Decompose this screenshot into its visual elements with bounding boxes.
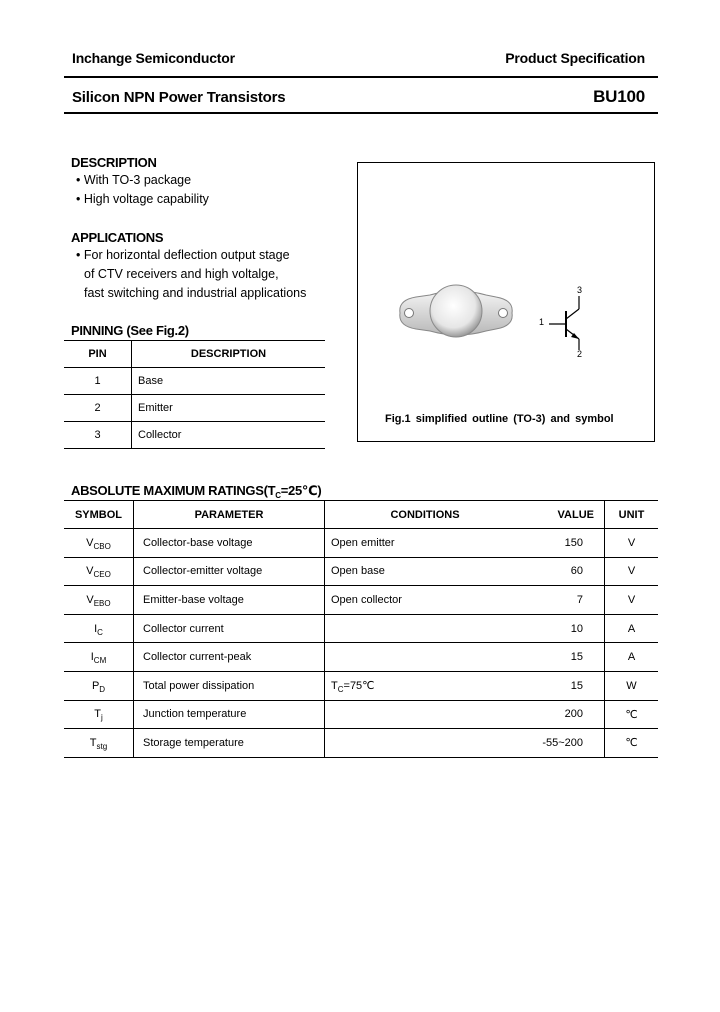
ratings-title-main: ABSOLUTE MAXIMUM RATINGS(T bbox=[71, 483, 276, 498]
rating-unit: ℃ bbox=[605, 700, 659, 729]
rating-condition bbox=[325, 643, 526, 672]
parameter-header: PARAMETER bbox=[134, 501, 325, 529]
rating-condition bbox=[325, 586, 526, 615]
table-row bbox=[64, 395, 325, 422]
ratings-header-row bbox=[64, 501, 658, 529]
table-row bbox=[64, 557, 658, 586]
symbol-pin-emitter-label: 2 bbox=[577, 349, 583, 359]
pin-description: Base bbox=[138, 375, 164, 387]
figure-box bbox=[357, 162, 655, 442]
npn-transistor-symbol-icon bbox=[358, 163, 654, 441]
unit-header: UNIT bbox=[605, 501, 659, 529]
table-row bbox=[64, 529, 658, 558]
rating-condition bbox=[325, 614, 526, 643]
company-name: Inchange Semiconductor bbox=[72, 50, 235, 66]
rating-parameter: Collector-emitter voltage bbox=[134, 557, 325, 586]
rating-parameter: Storage temperature bbox=[134, 729, 325, 758]
rating-symbol-main: T bbox=[94, 708, 101, 721]
rating-symbol-sub: EBO bbox=[93, 598, 111, 608]
figure-caption: Fig.1 simplified outline (TO-3) and symbol bbox=[385, 413, 614, 425]
table-row bbox=[64, 422, 325, 449]
rating-value: 200 bbox=[564, 708, 583, 721]
applications-line: of CTV receivers and high voltalge, bbox=[84, 267, 279, 281]
description-item-text: High voltage capability bbox=[83, 192, 209, 206]
rating-value: 10 bbox=[570, 622, 583, 635]
rating-value: -55~200 bbox=[542, 736, 583, 749]
rating-parameter: Total power dissipation bbox=[134, 671, 325, 700]
symbol-header: SYMBOL bbox=[74, 508, 123, 521]
rating-unit: ℃ bbox=[605, 729, 659, 758]
rating-unit: A bbox=[605, 614, 659, 643]
rating-value: 15 bbox=[570, 679, 583, 692]
rating-symbol-main: T bbox=[89, 736, 97, 749]
pin-number: 2 bbox=[64, 395, 132, 422]
rating-parameter: Emitter-base voltage bbox=[134, 586, 325, 615]
applications-line-text: For horizontal deflection output stage bbox=[83, 248, 290, 262]
description-title: DESCRIPTION bbox=[71, 155, 157, 170]
rating-condition bbox=[325, 729, 526, 758]
rating-symbol bbox=[64, 671, 134, 700]
table-row bbox=[64, 700, 658, 729]
rating-symbol-main: P bbox=[91, 679, 100, 692]
rating-symbol-main: V bbox=[86, 536, 94, 549]
pin-header: PIN bbox=[64, 341, 132, 368]
rating-unit: W bbox=[605, 671, 659, 700]
rating-symbol-sub: C bbox=[97, 627, 103, 637]
rating-condition-main: T bbox=[331, 680, 338, 693]
description-item-text: With TO-3 package bbox=[83, 173, 192, 187]
ratings-title-sub: C bbox=[275, 491, 281, 500]
rating-value: 150 bbox=[564, 536, 583, 549]
pin-description: Collector bbox=[138, 429, 182, 441]
rating-unit: A bbox=[605, 643, 659, 672]
rating-symbol-sub: j bbox=[100, 713, 103, 723]
rating-symbol bbox=[64, 729, 134, 758]
rating-value: 60 bbox=[570, 565, 583, 578]
part-number: BU100 bbox=[593, 87, 645, 106]
rating-symbol-sub: CBO bbox=[93, 541, 111, 551]
pin-description-header: DESCRIPTION bbox=[190, 348, 267, 360]
symbol-pin-collector-label: 3 bbox=[577, 285, 583, 295]
rating-condition-main: Open base bbox=[331, 565, 385, 578]
rating-symbol bbox=[64, 557, 134, 586]
rating-symbol-main: I bbox=[90, 651, 94, 664]
rating-symbol bbox=[64, 529, 134, 558]
table-row bbox=[64, 671, 658, 700]
rating-condition-main: Open emitter bbox=[331, 536, 395, 549]
rating-symbol-main: V bbox=[86, 593, 94, 606]
conditions-header: CONDITIONS bbox=[325, 501, 526, 529]
rating-condition bbox=[325, 700, 526, 729]
rating-symbol-sub: CM bbox=[93, 656, 107, 666]
applications-title: APPLICATIONS bbox=[71, 230, 164, 245]
pin-number: 1 bbox=[64, 368, 132, 395]
header-rule-top bbox=[64, 76, 658, 78]
table-row bbox=[64, 643, 658, 672]
table-row bbox=[64, 368, 325, 395]
rating-condition bbox=[325, 557, 526, 586]
applications-line: fast switching and industrial applications bbox=[84, 286, 307, 300]
rating-symbol-sub: stg bbox=[96, 741, 108, 751]
doc-type: Product Specification bbox=[505, 50, 645, 66]
pinning-title: PINNING (See Fig.2) bbox=[71, 323, 189, 338]
description-item: • High voltage capability bbox=[76, 192, 209, 206]
rating-value: 15 bbox=[570, 651, 583, 664]
rating-symbol bbox=[64, 614, 134, 643]
rating-symbol-sub: D bbox=[99, 684, 106, 694]
rating-symbol-main: I bbox=[94, 622, 98, 635]
value-header: VALUE bbox=[557, 508, 594, 521]
rating-unit: V bbox=[605, 586, 659, 615]
rating-condition bbox=[325, 529, 526, 558]
rating-value: 7 bbox=[576, 593, 583, 606]
table-row bbox=[64, 729, 658, 758]
rating-symbol-main: V bbox=[86, 565, 94, 578]
rating-symbol bbox=[64, 643, 134, 672]
ratings-title-end: =25℃) bbox=[280, 483, 322, 498]
rating-condition bbox=[325, 671, 526, 700]
table-row bbox=[64, 586, 658, 615]
rating-symbol-sub: CEO bbox=[93, 570, 111, 580]
rating-symbol bbox=[64, 700, 134, 729]
header-rule-bottom bbox=[64, 112, 658, 114]
pinning-table bbox=[64, 340, 325, 449]
rating-condition-sub: C bbox=[337, 685, 344, 695]
rating-condition-end: =75℃ bbox=[343, 680, 375, 693]
description-item: • With TO-3 package bbox=[76, 173, 192, 187]
symbol-pin-base-label: 1 bbox=[539, 317, 545, 327]
rating-symbol bbox=[64, 586, 134, 615]
rating-parameter: Collector current bbox=[134, 614, 325, 643]
table-row bbox=[64, 614, 658, 643]
applications-line: • For horizontal deflection output stage bbox=[76, 248, 290, 262]
rating-condition-main: Open collector bbox=[331, 593, 402, 606]
ratings-title bbox=[71, 483, 321, 499]
rating-parameter: Collector current-peak bbox=[134, 643, 325, 672]
pin-number: 3 bbox=[64, 422, 132, 449]
rating-unit: V bbox=[605, 557, 659, 586]
product-line-title: Silicon NPN Power Transistors bbox=[72, 89, 286, 106]
pin-description: Emitter bbox=[138, 402, 173, 414]
ratings-table bbox=[64, 500, 658, 758]
pinning-header-row bbox=[64, 341, 325, 368]
rating-parameter: Collector-base voltage bbox=[134, 529, 325, 558]
rating-unit: V bbox=[605, 529, 659, 558]
rating-parameter: Junction temperature bbox=[134, 700, 325, 729]
